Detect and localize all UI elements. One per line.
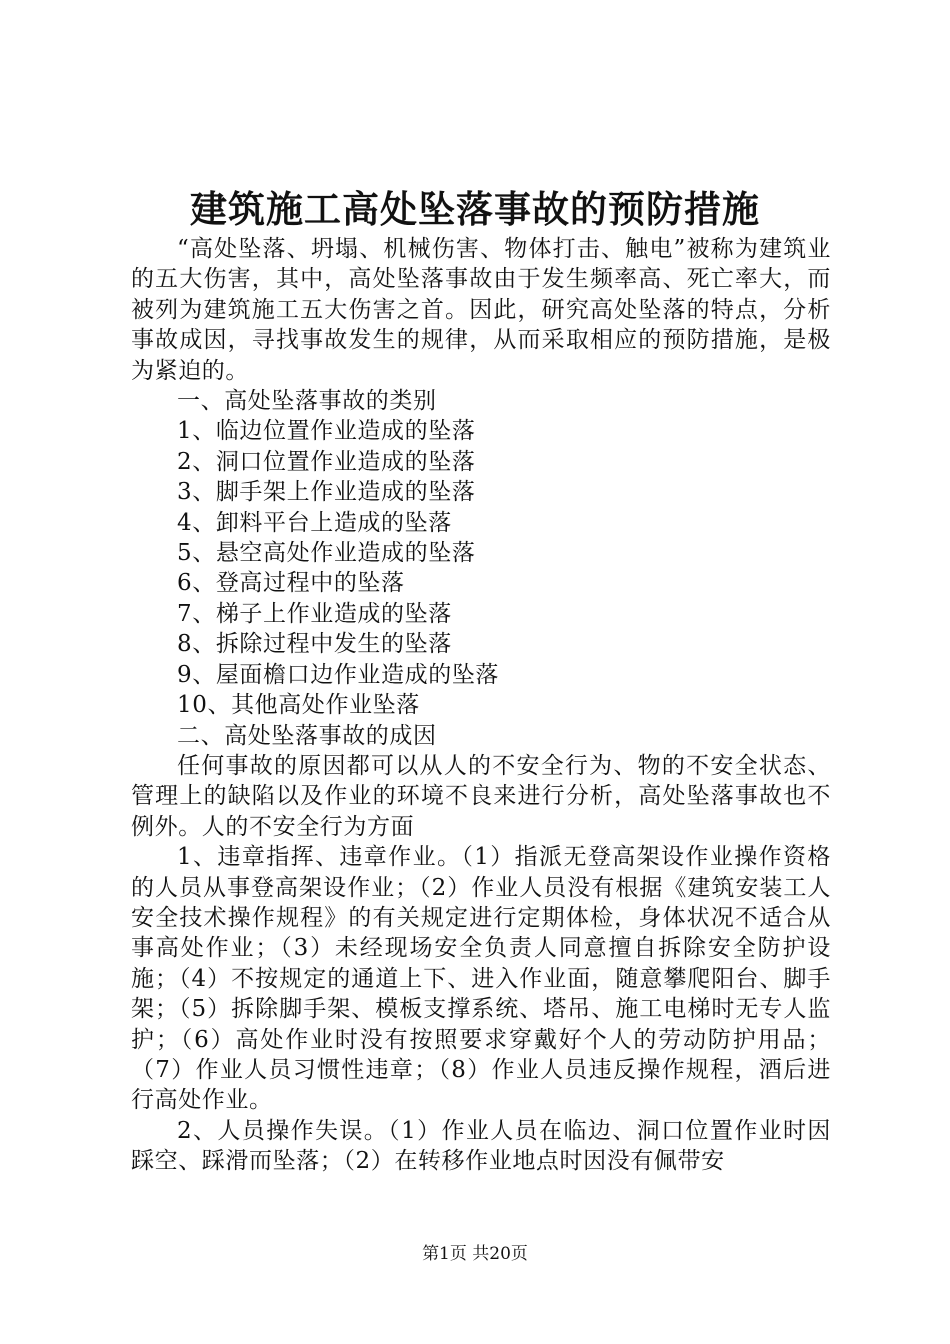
document-title: 建筑施工高处坠落事故的预防措施 (190, 187, 760, 231)
violation-paragraph: 1、违章指挥、违章作业。（1）指派无登高架设作业操作资格的人员从事登高架设作业；（2）作业人员没有根据《建筑安装工人安全技术操作规程》的有关规定进行定期体检，身体状况不适合从事高处作业；（3）未经现场安全负责人同意擅自拆除安全防护设施；（4）不按规定的通道上下、进入作业面，随意攀爬阳台、脚手架；（5）拆除脚手架、模板支撑系统、塔吊、施工电梯时无专人监护；（6）高处作业时没有按照要求穿戴好个人的劳动防护用品；（7）作业人员习惯性违章；（8）作业人员违反操作规程，酒后进行高处作业。 (131, 844, 831, 1114)
list-item: 3、脚手架上作业造成的坠落 (177, 479, 476, 506)
section-heading-categories: 一、高处坠落事故的类别 (177, 388, 437, 415)
list-item: 10、其他高处作业坠落 (177, 692, 420, 719)
list-item: 9、屋面檐口边作业造成的坠落 (177, 661, 500, 688)
page-footer: 第1页 共20页 (422, 1244, 528, 1264)
list-item: 2、洞口位置作业造成的坠落 (177, 448, 476, 475)
section-heading-causes: 二、高处坠落事故的成因 (177, 722, 437, 749)
list-item: 8、拆除过程中发生的坠落 (177, 631, 452, 658)
intro-paragraph: “高处坠落、坍塌、机械伤害、物体打击、触电”被称为建筑业的五大伤害，其中，高处坠落事故由于发生频率高、死亡率大，而被列为建筑施工五大伤害之首。因此，研究高处坠落的特点，分析事故成因，寻找事故发生的规律，从而采取相应的预防措施，是极为紧迫的。 (131, 236, 831, 384)
list-item: 4、卸料平台上造成的坠落 (177, 509, 452, 536)
list-item: 1、临边位置作业造成的坠落 (177, 418, 476, 445)
operation-error-paragraph: 2、人员操作失误。（1）作业人员在临边、洞口位置作业时因踩空、踩滑而坠落；（2）在转移作业地点时因没有佩带安 (131, 1117, 831, 1175)
causes-paragraph: 任何事故的原因都可以从人的不安全行为、物的不安全状态、管理上的缺陷以及作业的环境不良来进行分析，高处坠落事故也不例外。人的不安全行为方面 (131, 752, 831, 840)
document-body (131, 234, 831, 1177)
list-item: 5、悬空高处作业造成的坠落 (177, 540, 476, 567)
list-item: 6、登高过程中的坠落 (177, 570, 405, 597)
list-item: 7、梯子上作业造成的坠落 (177, 600, 452, 627)
